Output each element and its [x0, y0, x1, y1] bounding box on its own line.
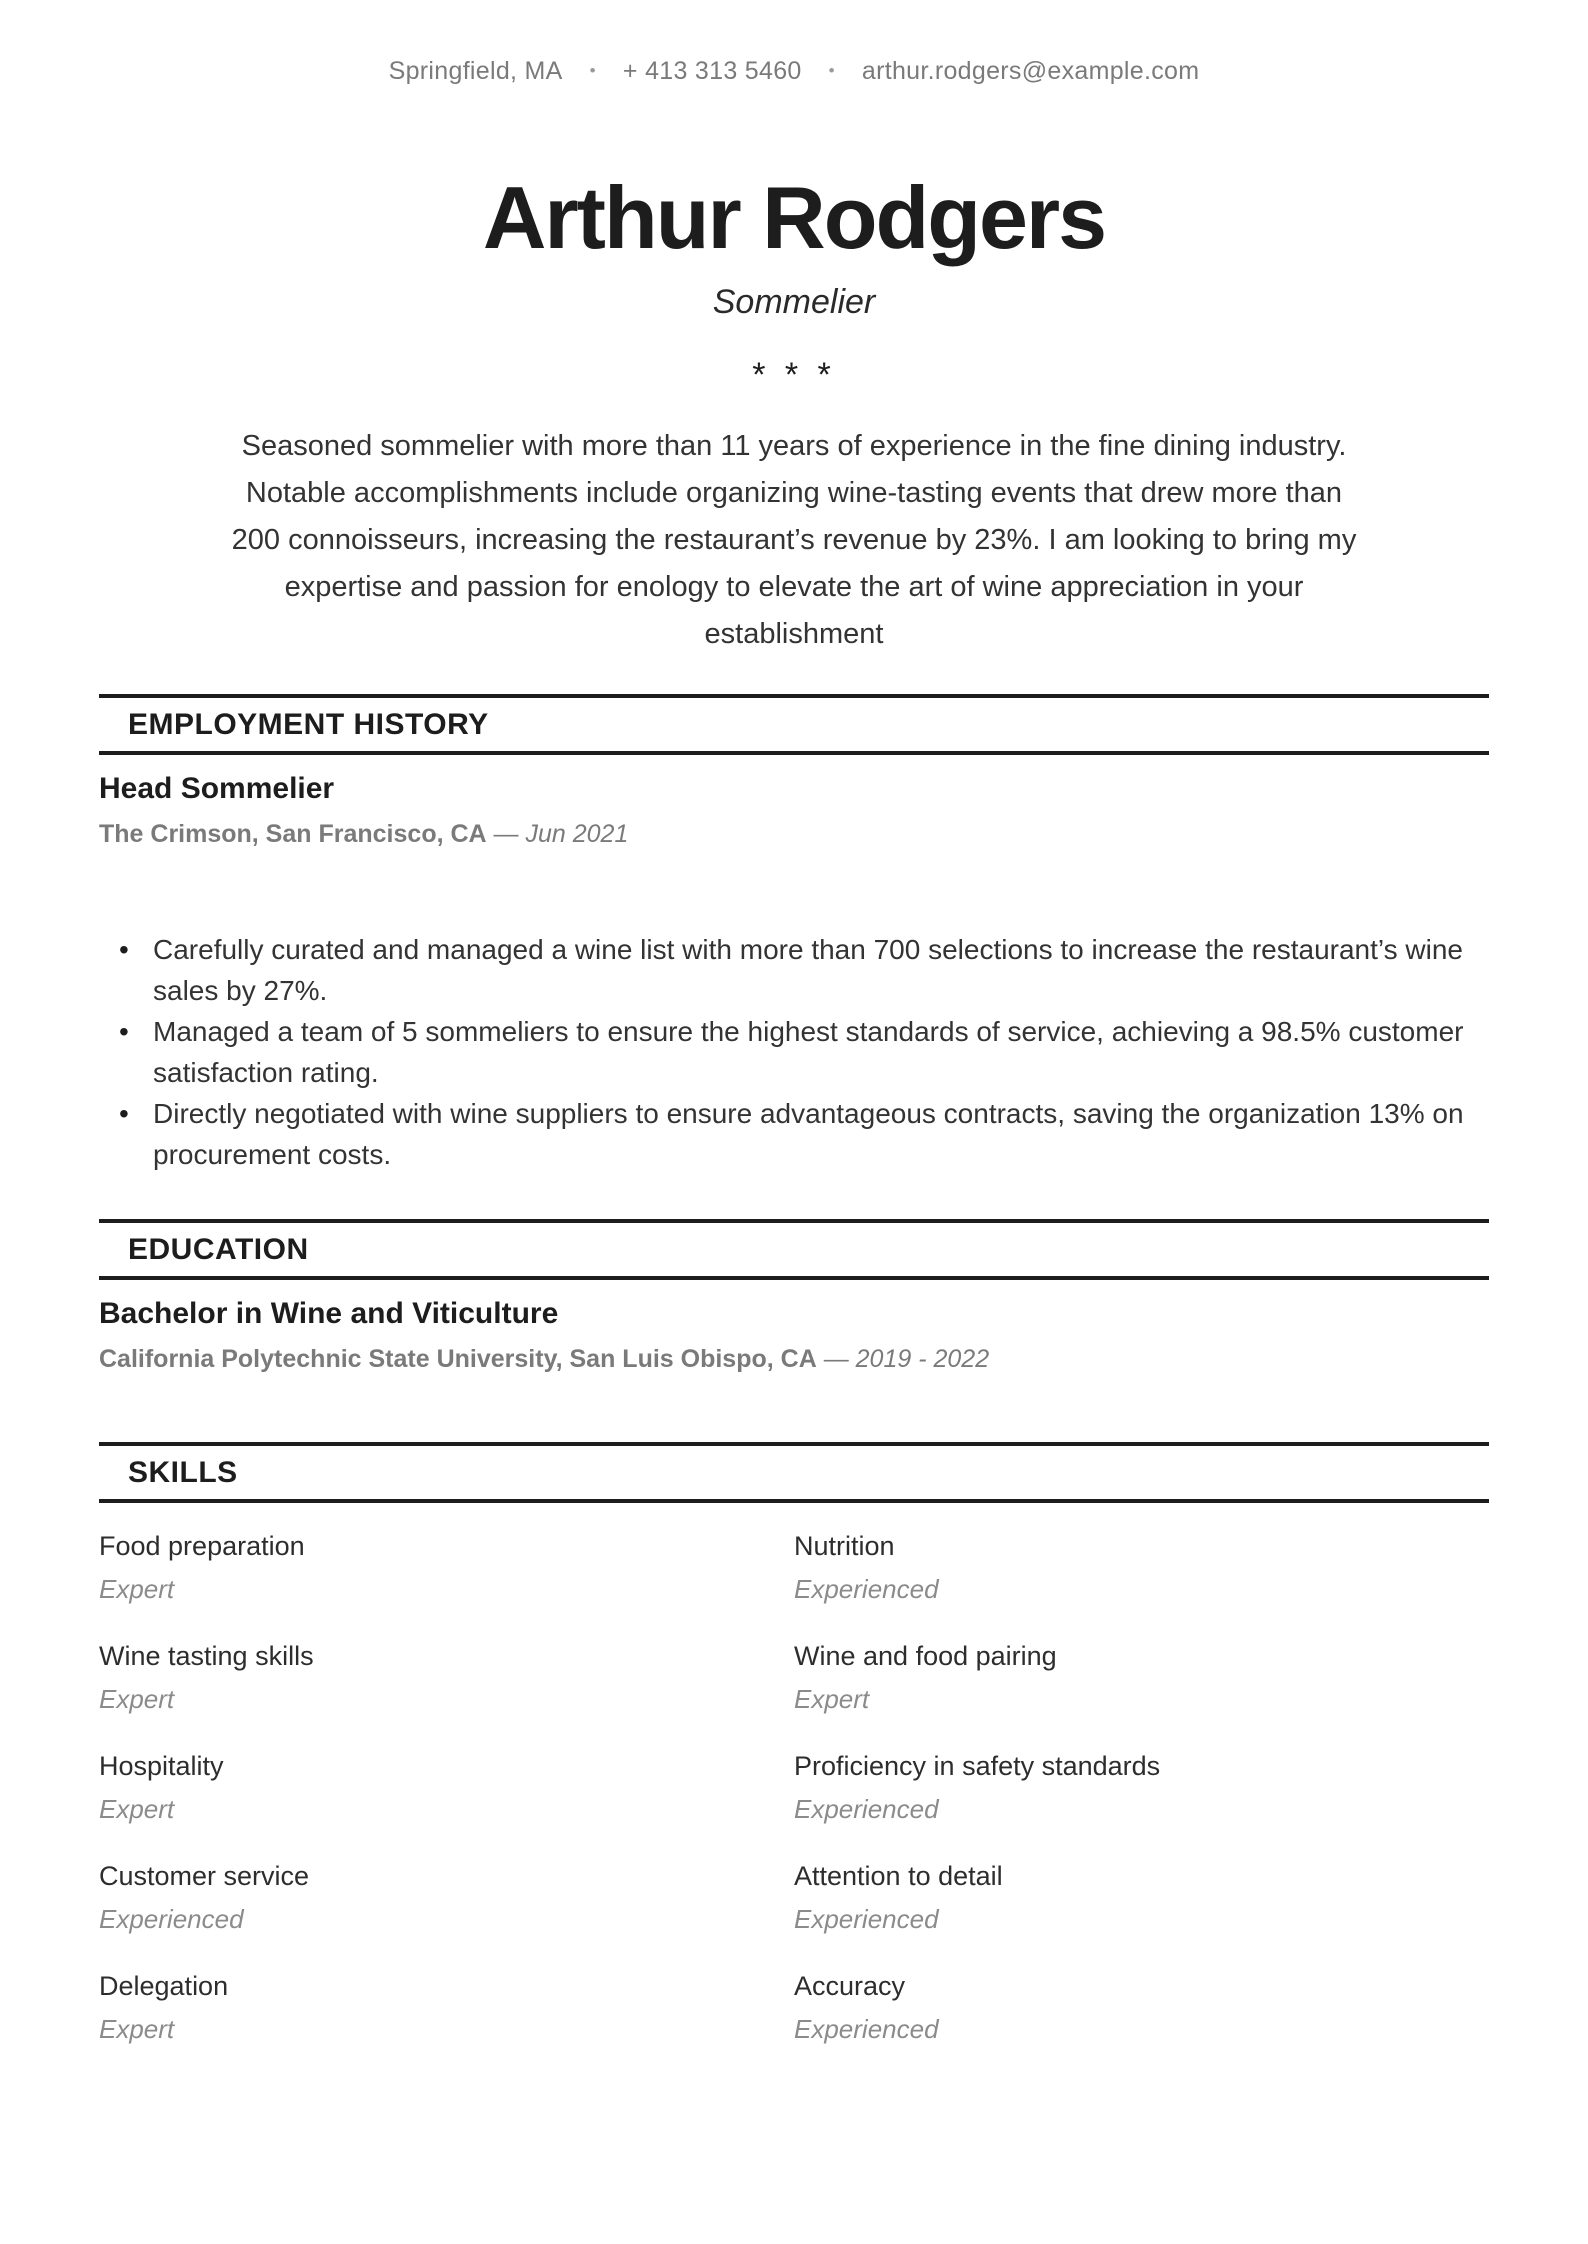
education-meta — [99, 1344, 1489, 1374]
skill-level: Experienced — [99, 1904, 244, 1934]
job-role-subtitle: Sommelier — [712, 283, 876, 321]
education-section-heading: EDUCATION — [99, 1219, 1489, 1280]
job-bullet: • Managed a team of 5 sommeliers to ensure the highest standards of service, achieving a 98.5% customer satisfaction rating. — [99, 1011, 1489, 1093]
job-bullet: • Carefully curated and managed a wine list with more than 700 selections to increase the restaurant’s wine sales by 27%. — [99, 929, 1489, 1011]
skill-item — [794, 1529, 1489, 1605]
job-title: Head Sommelier — [99, 772, 335, 805]
skill-item — [99, 1639, 794, 1715]
contact-line — [99, 56, 1489, 86]
skill-level: Expert — [99, 1684, 175, 1714]
skill-name: Delegation — [99, 1971, 229, 2001]
contact-phone: + 413 313 5460 — [622, 57, 802, 85]
degree-title: Bachelor in Wine and Viticulture — [99, 1297, 559, 1330]
job-bullet: • Directly negotiated with wine suppliers to ensure advantageous contracts, saving the organization 13% on procurement costs. — [99, 1093, 1489, 1175]
education-meta-dash: — — [823, 1345, 849, 1373]
summary-line: establishment — [704, 618, 884, 650]
skill-level: Experienced — [794, 2014, 939, 2044]
skill-item — [99, 1969, 794, 2045]
skill-level: Expert — [794, 1684, 870, 1714]
skill-item — [794, 1749, 1489, 1825]
job-company: The Crimson, San Francisco, CA — [99, 820, 487, 848]
summary — [99, 423, 1489, 658]
summary-line: expertise and passion for enology to elevate the art of wine appreciation in your — [284, 571, 1304, 603]
summary-line: Seasoned sommelier with more than 11 years of experience in the fine dining industry. — [241, 430, 1347, 462]
contact-separator: • — [589, 61, 596, 80]
skill-level: Expert — [99, 1574, 175, 1604]
skill-name: Wine tasting skills — [99, 1641, 314, 1671]
skill-name: Attention to detail — [794, 1861, 1003, 1891]
job-meta — [99, 819, 1489, 849]
contact-location: Springfield, MA — [388, 57, 563, 85]
skill-level: Experienced — [794, 1904, 939, 1934]
skill-item — [99, 1749, 794, 1825]
education-entry — [99, 1296, 1489, 1374]
skill-level: Expert — [99, 2014, 175, 2044]
skill-name: Nutrition — [794, 1531, 895, 1561]
skill-name: Hospitality — [99, 1751, 224, 1781]
skill-item — [794, 1969, 1489, 2045]
job-meta-dash: — — [493, 820, 519, 848]
skill-item — [99, 1529, 794, 1605]
summary-line: 200 connoisseurs, increasing the restaurant’s revenue by 23%. I am looking to bring my — [231, 524, 1357, 556]
skill-name: Proficiency in safety standards — [794, 1751, 1161, 1781]
skill-name: Accuracy — [794, 1971, 906, 2001]
school-name: California Polytechnic State University, San Luis Obispo, CA — [99, 1345, 817, 1373]
summary-line: Notable accomplishments include organizing wine-tasting events that drew more than — [245, 477, 1343, 509]
skill-name: Wine and food pairing — [794, 1641, 1057, 1671]
job-entry — [99, 771, 1489, 1175]
skill-name: Customer service — [99, 1861, 310, 1891]
skill-item — [99, 1859, 794, 1935]
skills-grid — [99, 1529, 1489, 2045]
contact-email: arthur.rodgers@example.com — [861, 57, 1200, 85]
asterisk-divider: * * * — [752, 356, 836, 394]
skill-item — [794, 1859, 1489, 1935]
education-dates: 2019 - 2022 — [855, 1345, 990, 1373]
skill-item — [794, 1639, 1489, 1715]
skill-level: Experienced — [794, 1574, 939, 1604]
contact-separator: • — [828, 61, 835, 80]
job-date: Jun 2021 — [525, 820, 629, 848]
skill-name: Food preparation — [99, 1531, 305, 1561]
employment-section-heading: EMPLOYMENT HISTORY — [99, 694, 1489, 755]
job-bullets — [99, 929, 1489, 1175]
skill-level: Expert — [99, 1794, 175, 1824]
skill-level: Experienced — [794, 1794, 939, 1824]
page-title: Arthur Rodgers — [482, 168, 1106, 267]
skills-section-heading: SKILLS — [99, 1442, 1489, 1503]
